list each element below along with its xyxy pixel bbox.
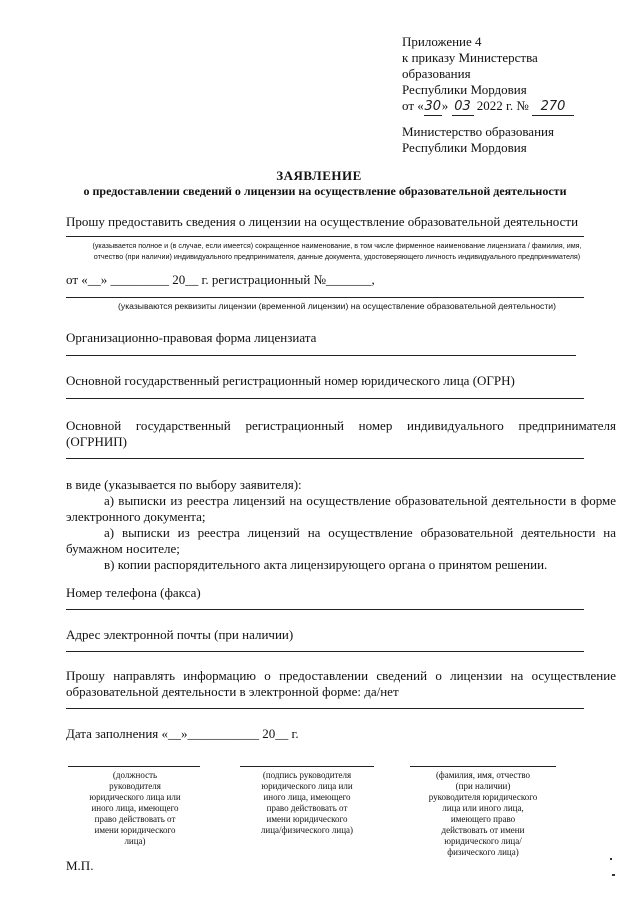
appendix-line: Приложение 4 — [402, 34, 482, 49]
handwritten-number: 270 — [532, 99, 574, 116]
sig-text: (фамилия, имя, отчество — [435, 770, 531, 780]
appendix-line: к приказу Министерства — [402, 50, 538, 65]
date-year: 2022 г. № — [476, 98, 529, 113]
sig-col-signature — [232, 770, 382, 836]
scan-mark — [610, 858, 612, 860]
org-form-label: Организационно-правовая форма лицензиата — [66, 330, 317, 345]
sig-text: физического лица) — [447, 847, 519, 857]
signature-line — [240, 766, 374, 767]
sig-text: иного лица, имеющего — [91, 803, 179, 813]
option-b-cont: бумажном носителе; — [66, 541, 180, 556]
sig-col-name — [404, 770, 562, 858]
handwritten-day: 30 — [424, 99, 442, 114]
sig-col-position — [60, 770, 210, 847]
fill-line — [66, 458, 584, 459]
ogrnip-label: Основной государственный регистрационный номер индивидуального предпринимателя — [66, 418, 616, 433]
document-subtitle: о предоставлении сведений о лицензии на осуществление образовательной деятельности — [83, 184, 567, 198]
sig-text: лица или иного лица, — [442, 803, 524, 813]
fill-line — [66, 708, 584, 709]
date-prefix: от « — [402, 98, 424, 113]
sig-text: (подпись руководителя — [262, 770, 352, 780]
fill-date: Дата заполнения «__»___________ 20__ г. — [66, 726, 299, 741]
option-c: в) копии распорядительного акта лицензирующего органа о принятом решении. — [104, 557, 548, 572]
fill-line — [66, 297, 584, 298]
sig-text: (должность — [112, 770, 158, 780]
stamp-place: М.П. — [66, 858, 94, 873]
phone-label: Номер телефона (факса) — [66, 585, 201, 600]
sig-text: право действовать от — [266, 803, 348, 813]
fill-line — [66, 236, 584, 237]
addressee-line: Министерство образования — [402, 124, 554, 139]
document-title: ЗАЯВЛЕНИЕ — [276, 168, 362, 183]
ogrn-label: Основной государственный регистрационный номер юридического лица (ОГРН) — [66, 373, 515, 388]
fill-line — [66, 609, 584, 610]
request-line: Прошу предоставить сведения о лицензии на осуществление образовательной деятельности — [66, 214, 579, 229]
note-line: (указываются реквизиты лицензии (временной лицензии) на осуществление образовательной деятельности) — [118, 301, 556, 311]
sig-text: руководителя юридического — [428, 792, 538, 802]
option-b: а) выписки из реестра лицензий на осуществление образовательной деятельности на — [104, 525, 616, 540]
option-a-cont: электронного документа; — [66, 509, 206, 524]
note-line: (указывается полное и (в случае, если имеется) сокращенное наименование, в том числе фирменное наименование лицензиата / фамилия, имя, — [92, 241, 582, 250]
electronic-request-cont: образовательной деятельности в электронной форме: да/нет — [66, 684, 399, 699]
sig-text: юридического лица/ — [444, 836, 522, 846]
handwritten-month: 03 — [452, 99, 474, 116]
sig-text: имеющего право — [450, 814, 516, 824]
sig-text: имени юридического — [266, 814, 348, 824]
sig-text: действовать от имени — [441, 825, 525, 835]
appendix-line: образования — [402, 66, 471, 81]
signature-line — [68, 766, 200, 767]
fill-line — [66, 398, 584, 399]
note-line: отчество (при наличии) индивидуального предпринимателя, данные документа, удостоверяющего личность индивидуального предпринимателя) — [93, 252, 581, 261]
sig-text: (при наличии) — [455, 781, 511, 791]
addressee-line: Республики Мордовия — [402, 140, 527, 155]
sig-text: лица/физического лица) — [260, 825, 354, 835]
addressee-block — [402, 124, 554, 156]
scan-mark — [612, 874, 615, 876]
email-label: Адрес электронной почты (при наличии) — [66, 627, 294, 642]
sig-text: юридического лица или — [261, 781, 353, 791]
sig-text: имени юридического — [94, 825, 176, 835]
appendix-line: Республики Мордовия — [402, 82, 527, 97]
appendix-block — [402, 34, 574, 116]
license-date-reg-line: от «__» _________ 20__ г. регистрационный №_______, — [66, 272, 375, 287]
option-a: а) выписки из реестра лицензий на осуществление образовательной деятельности в форме — [104, 493, 616, 508]
signature-line — [410, 766, 556, 767]
sig-text: лица) — [124, 836, 146, 846]
fill-line — [66, 355, 576, 356]
sig-text: юридического лица или — [89, 792, 181, 802]
sig-text: иного лица, имеющего — [263, 792, 351, 802]
sig-text: право действовать от — [94, 814, 176, 824]
fill-line — [66, 651, 584, 652]
electronic-request: Прошу направлять информацию о предоставлении сведений о лицензии на осуществление — [66, 668, 616, 683]
date-mid: » — [441, 98, 449, 113]
ogrnip-label-cont: (ОГРНИП) — [66, 434, 127, 449]
appendix-date-line — [402, 98, 574, 116]
sig-text: руководителя — [109, 781, 161, 791]
form-intro: в виде (указывается по выбору заявителя): — [66, 477, 302, 492]
